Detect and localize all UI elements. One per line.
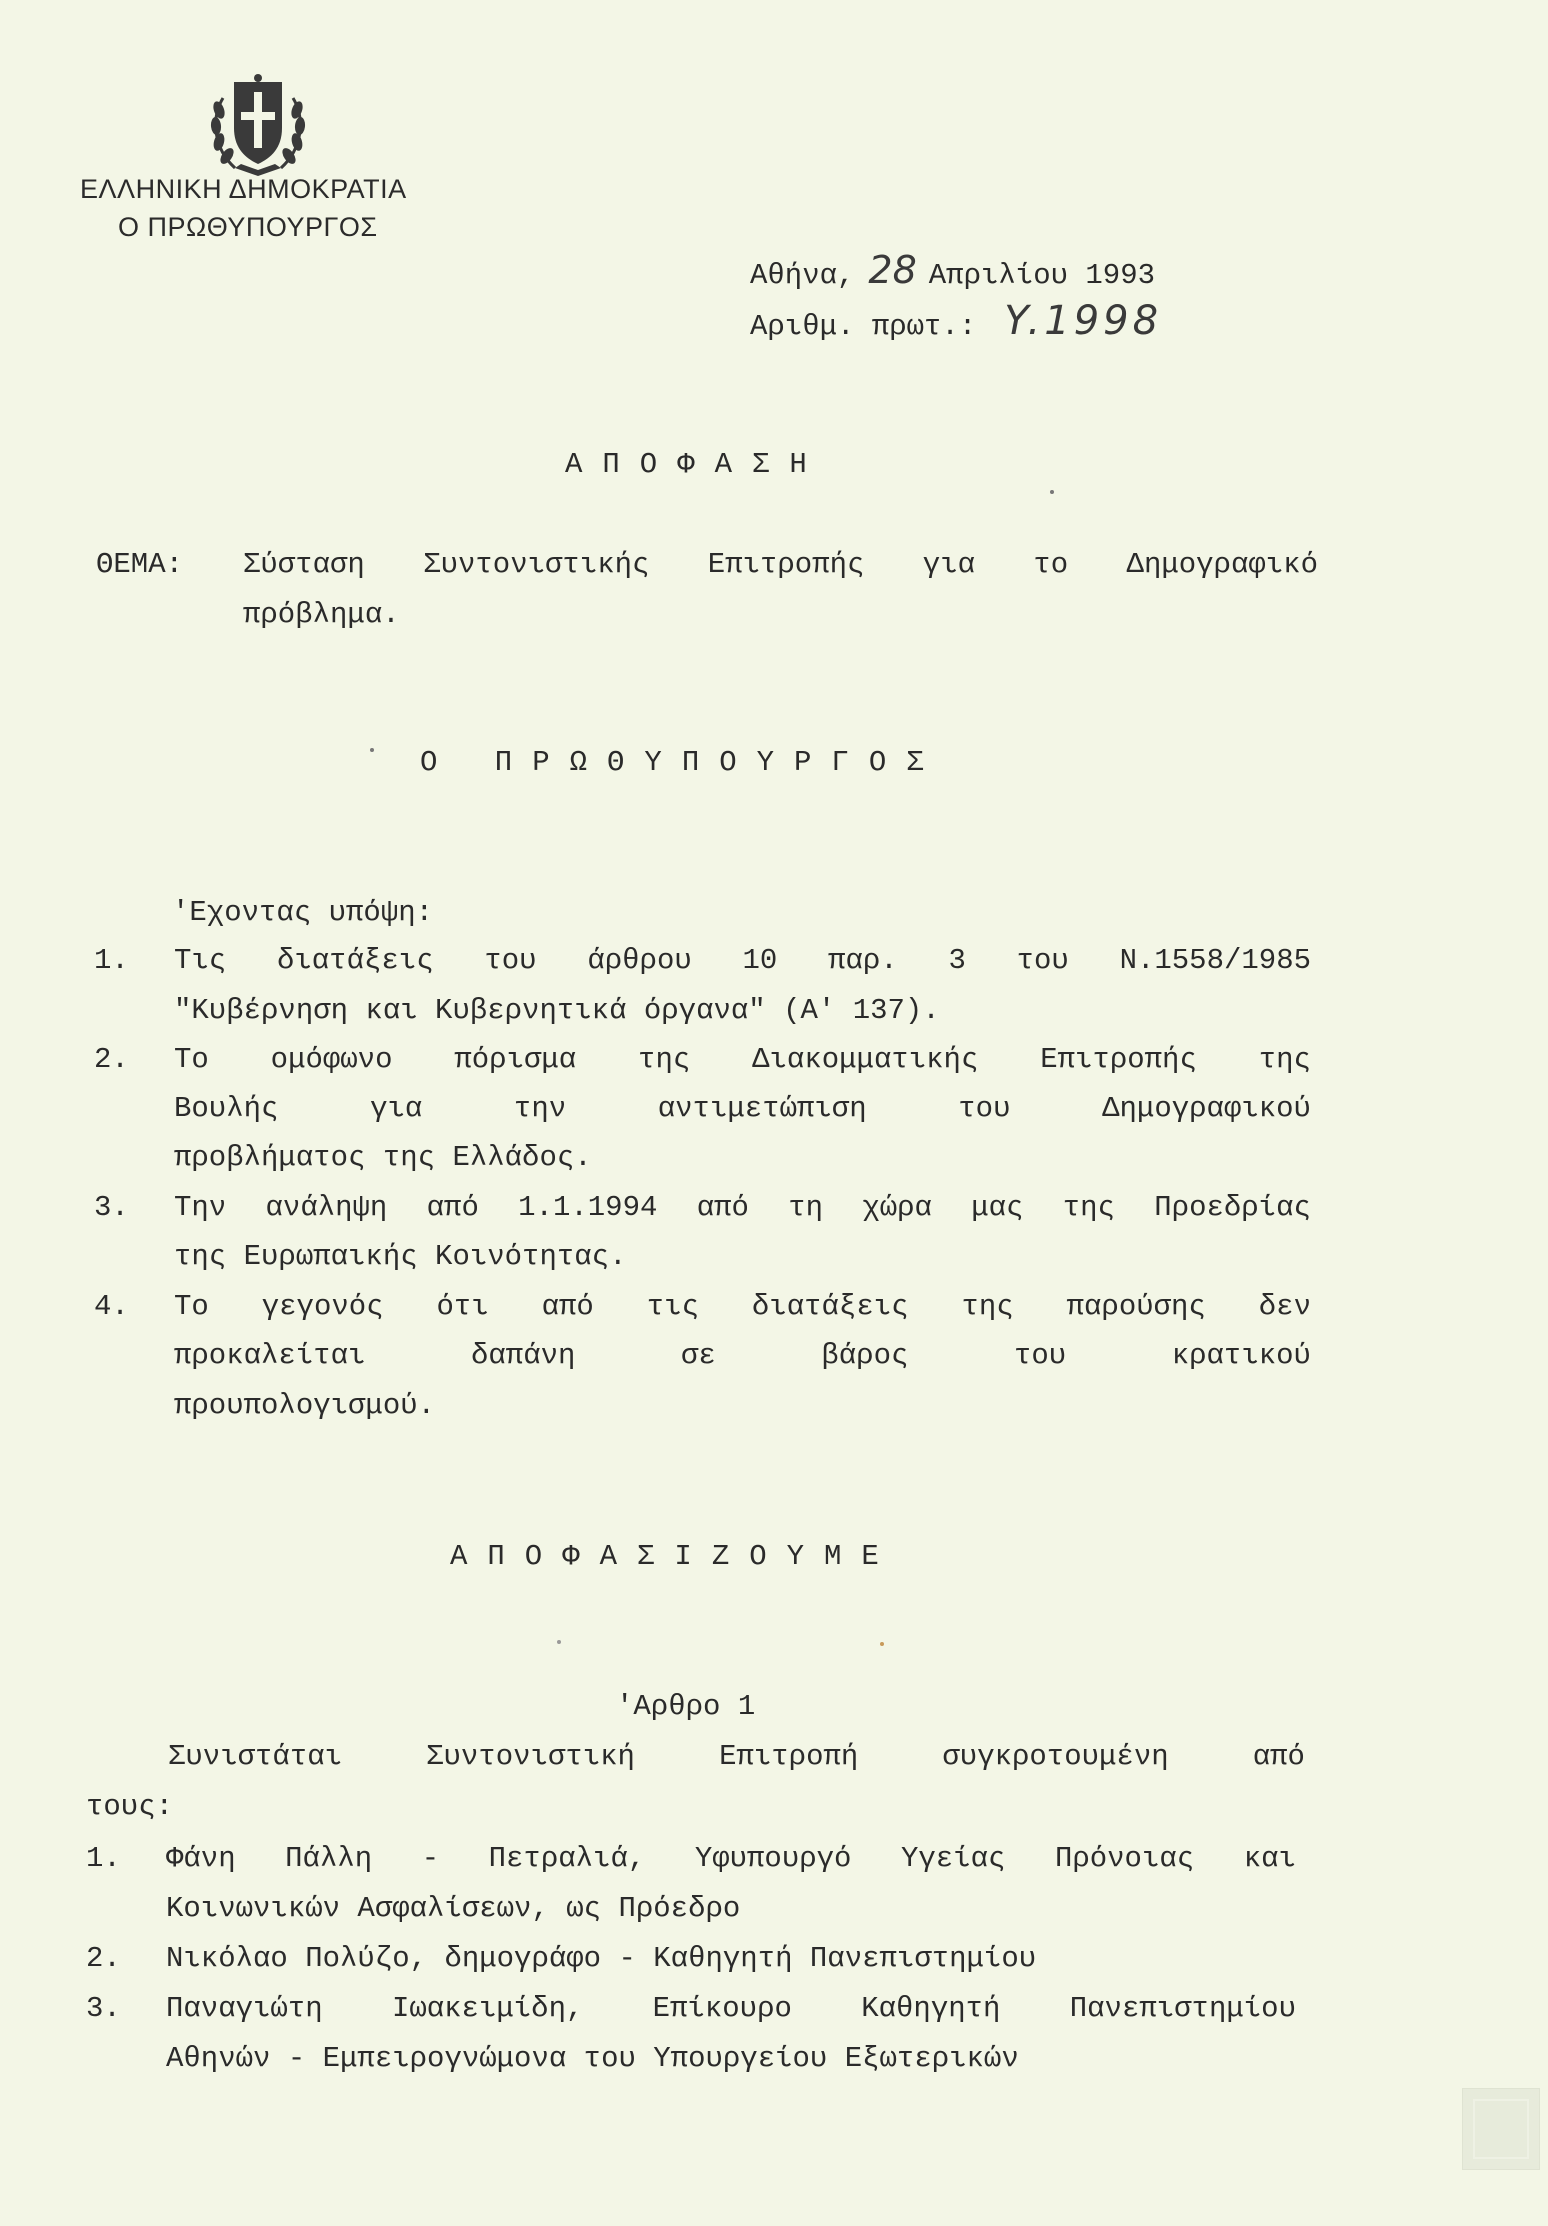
subject-label: ΘΕΜΑ:: [96, 548, 184, 581]
member-1-line-1: Φάνη Πάλλη - Πετραλιά, Υφυπουργό Υγείας Πρόνοιας και: [166, 1842, 1296, 1875]
archive-watermark: [1462, 2088, 1540, 2170]
header-republic: ΕΛΛΗΝΙΚΗ ΔΗΜΟΚΡΑΤΙΑ: [80, 174, 407, 204]
protocol-label: Αριθμ. πρωτ.:: [750, 310, 977, 343]
member-number: 2.: [86, 1942, 121, 1975]
item-number: 2.: [94, 1043, 129, 1076]
item-number: 3.: [94, 1191, 129, 1224]
decision-heading: ΑΠΟΦΑΣΙΖΟΥΜΕ: [450, 1540, 899, 1573]
item-1-line-1: Τις διατάξεις του άρθρου 10 παρ. 3 του Ν.1558/1985: [174, 944, 1311, 977]
article-intro-line-1: Συνιστάται Συντονιστική Επιτροπή συγκροτουμένη από: [168, 1740, 1305, 1773]
protocol-line: [750, 298, 1162, 344]
date-day-handwritten: 28: [868, 248, 917, 292]
date-prefix: Αθήνα,: [750, 259, 855, 292]
header-prime-minister: Ο ΠΡΩΘΥΠΟΥΡΓΟΣ: [118, 212, 378, 242]
member-1-line-2: Κοινωνικών Ασφαλίσεων, ως Πρόεδρο: [166, 1892, 741, 1925]
item-number: 1.: [94, 944, 129, 977]
scan-speck: [880, 1642, 884, 1646]
article-intro-line-2: τους:: [86, 1790, 174, 1823]
greek-coat-of-arms-icon: [205, 68, 311, 180]
considering-heading: 'Εχοντας υπόψη:: [172, 896, 434, 929]
member-3-line-1: Παναγιώτη Ιωακειμίδη, Επίκουρο Καθηγητή Πανεπιστημίου: [166, 1992, 1296, 2025]
item-2-line-1: Το ομόφωνο πόρισμα της Διακομματικής Επιτροπής της: [174, 1043, 1311, 1076]
item-4-line-3: προυπολογισμού.: [174, 1389, 436, 1422]
member-2-line-1: Νικόλαο Πολύζο, δημογράφο - Καθηγητή Πανεπιστημίου: [166, 1942, 1037, 1975]
item-4-line-1: Το γεγονός ότι από τις διατάξεις της παρούσης δεν: [174, 1290, 1311, 1323]
item-4-line-2: προκαλείται δαπάνη σε βάρος του κρατικού: [174, 1339, 1311, 1372]
scan-speck: [557, 1640, 561, 1644]
item-3-line-2: της Ευρωπαικής Κοινότητας.: [174, 1240, 627, 1273]
item-2-line-2: Βουλής για την αντιμετώπιση του Δημογραφικού: [174, 1092, 1311, 1125]
scan-speck: [1050, 490, 1054, 494]
document-title: ΑΠΟΦΑΣΗ: [565, 448, 827, 481]
date-line: [750, 248, 1155, 292]
protocol-number-handwritten: Y.1998: [1004, 298, 1163, 344]
member-number: 1.: [86, 1842, 121, 1875]
subject-line-2: πρόβλημα.: [243, 598, 400, 631]
article-title: 'Αρθρο 1: [616, 1690, 756, 1723]
item-2-line-3: προβλήματος της Ελλάδος.: [174, 1141, 592, 1174]
issuer-heading: Ο ΠΡΩΘΥΠΟΥΡΓΟΣ: [420, 746, 944, 779]
date-rest: Απριλίου 1993: [928, 259, 1156, 292]
scan-speck: [370, 748, 374, 752]
member-3-line-2: Αθηνών - Εμπειρογνώμονα του Υπουργείου Εξωτερικών: [166, 2042, 1019, 2075]
item-3-line-1: Την ανάληψη από 1.1.1994 από τη χώρα μας της Προεδρίας: [174, 1191, 1311, 1224]
item-number: 4.: [94, 1290, 129, 1323]
member-number: 3.: [86, 1992, 121, 2025]
item-1-line-2: "Κυβέρνηση και Κυβερνητικά όργανα" (Α' 137).: [174, 994, 940, 1027]
subject-line-1: Σύσταση Συντονιστικής Επιτροπής για το Δημογραφικό: [243, 548, 1318, 581]
